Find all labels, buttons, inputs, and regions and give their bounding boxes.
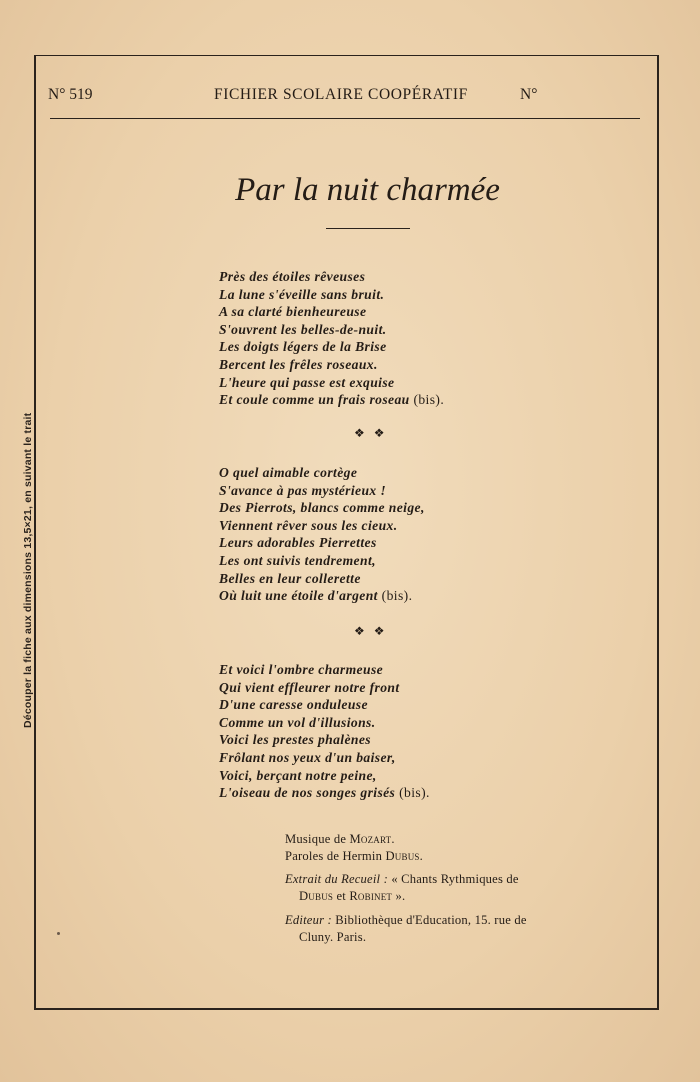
header-title: FICHIER SCOLAIRE COOPÉRATIF [214,86,468,103]
verse-line: Les ont suivis tendrement, [219,552,376,568]
header-divider [50,118,640,119]
verse-line: S'avance à pas mystérieux ! [219,482,387,498]
verse-line: Et voici l'ombre charmeuse [219,662,384,677]
verse-text: L'oiseau de nos songes grisés [219,785,396,801]
music-label: Musique de [285,832,347,846]
card-number: N° 519 [48,86,93,103]
verse-line: Frôlant nos yeux d'un baiser, [219,749,396,765]
verse-line: Comme un vol d'illusions. [219,714,376,730]
verse-line: Viennent rêver sous les cieux. [219,517,398,533]
lyrics-label: Paroles de Hermin [285,848,383,863]
cut-instruction: Découper la fiche aux dimensions 13,5×21, en suivant le trait [22,412,34,728]
verse-line: Belles en leur collerette [219,570,361,586]
verse-line: O quel aimable cortège [219,465,358,480]
publisher-line-2: Cluny. Paris. [299,929,367,944]
verse-line [219,587,425,605]
stanza-separator: ❖ ❖ [354,624,388,638]
blank-number-label: N° [520,86,538,103]
bis-marker: (bis). [413,392,445,408]
verse-line: Près des étoiles rêveuses [219,269,366,284]
card-header [48,86,640,110]
verse-line: L'heure qui passe est exquise [219,374,395,390]
verse-line: Bercent les frêles roseaux. [219,356,378,372]
extract-text: « Chants Rythmiques de [391,872,519,886]
publisher-label: Editeur : [285,913,332,927]
paper-speck [57,932,60,935]
extract-line-2 [285,888,519,905]
publisher-text: Bibliothèque d'Education, 15. rue de [335,913,527,927]
publisher-line-1 [285,912,527,929]
music-credits [285,831,423,864]
bis-marker: (bis). [381,588,413,604]
verse-line: Voici, berçant notre peine, [219,767,377,783]
verse-text: Où luit une étoile d'argent [219,588,378,604]
verse-line [219,391,444,409]
poem-title: Par la nuit charmée [235,172,500,208]
stanza-2 [219,464,425,605]
verse-text: Et coule comme un frais roseau [219,392,410,408]
lyrics-credit-line [285,848,423,865]
verse-line: Leurs adorables Pierrettes [219,535,377,551]
verse-line: D'une caresse onduleuse [219,697,368,713]
music-credit-line [285,831,423,848]
verse-line: A sa clarté bienheureuse [219,304,367,320]
verse-line [219,784,430,802]
extract-line-1 [285,871,519,888]
title-divider [326,228,410,229]
verse-line: La lune s'éveille sans bruit. [219,286,385,302]
stanza-1 [219,268,444,409]
composer-name: Mozart. [349,832,395,846]
verse-line: Les doigts légers de la Brise [219,339,387,355]
author-name: Dubus [299,888,334,903]
stanza-separator: ❖ ❖ [354,426,388,440]
lyricist-name: Dubus. [385,848,423,863]
extract-label: Extrait du Recueil : [285,872,388,886]
verse-line: Qui vient effleurer notre front [219,679,400,695]
conjunction: et [336,888,346,903]
author-name: Robinet [349,888,393,903]
closing-quote: ». [395,888,406,903]
verse-line: S'ouvrent les belles-de-nuit. [219,321,387,337]
bis-marker: (bis). [399,785,430,801]
verse-line: Des Pierrots, blancs comme neige, [219,500,425,516]
verse-line: Voici les prestes phalènes [219,732,371,748]
source-credit [285,871,519,904]
stanza-3 [219,661,430,802]
publisher-credit [285,912,527,945]
